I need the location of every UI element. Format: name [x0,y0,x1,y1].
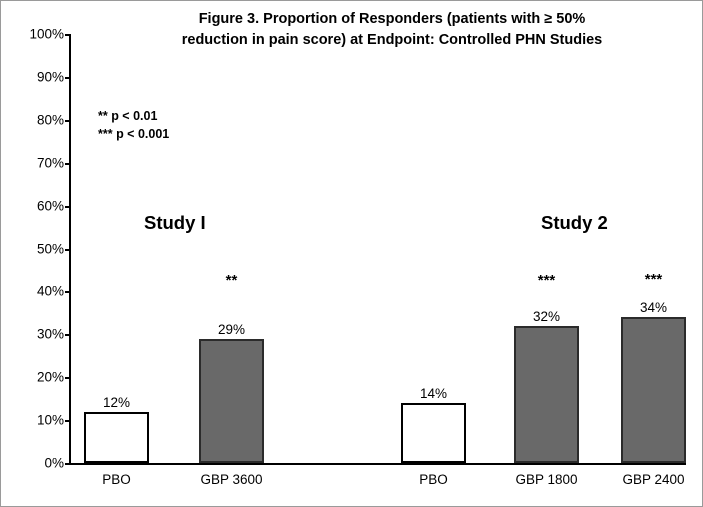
bar-value-label: 32% [532,308,561,324]
bar-value-label: 29% [217,321,246,337]
group-label-study-1: Study I [144,212,206,233]
bar-pbo-study1 [84,394,149,487]
significance-marker-gbp3600: ** [225,271,238,289]
bar-gbp3600 [199,271,264,487]
significance-marker-gbp2400: *** [644,271,663,289]
bar-value-label: 34% [639,300,668,316]
bar-pbo-study2 [401,385,466,487]
significance-marker-gbp1800: *** [537,271,556,289]
chart-title-line-2: reduction in pain score) at Endpoint: Controlled PHN Studies [181,32,603,49]
significance-note-2: *** p < 0.001 [98,127,170,142]
x-axis-label-pbo-study1: PBO [102,472,131,487]
bar-gbp2400 [621,271,686,487]
plot-area: 0% 10% 20% 30% 40% 50% 60% 70% 80% 90% 100% Study I Study 2 12% PBO 29% ** GBP 3600 14% PBO 32% *** GBP 1800 34% *** GBP 2400 [29,26,685,487]
x-axis-label-pbo-study2: PBO [419,472,448,487]
bar-gbp1800 [514,271,579,487]
chart-title-line-1: Figure 3. Proportion of Responders (patients with ≥ 50% [198,11,586,27]
group-label-study-2: Study 2 [541,212,608,233]
significance-note-1: ** p < 0.01 [98,109,158,123]
x-axis-label-gbp1800: GBP 1800 [515,472,578,487]
x-axis-label-gbp3600: GBP 3600 [200,472,263,487]
x-axis-label-gbp2400: GBP 2400 [622,472,685,487]
bar-value-label: 12% [102,394,131,410]
bar-value-label: 14% [419,385,448,401]
